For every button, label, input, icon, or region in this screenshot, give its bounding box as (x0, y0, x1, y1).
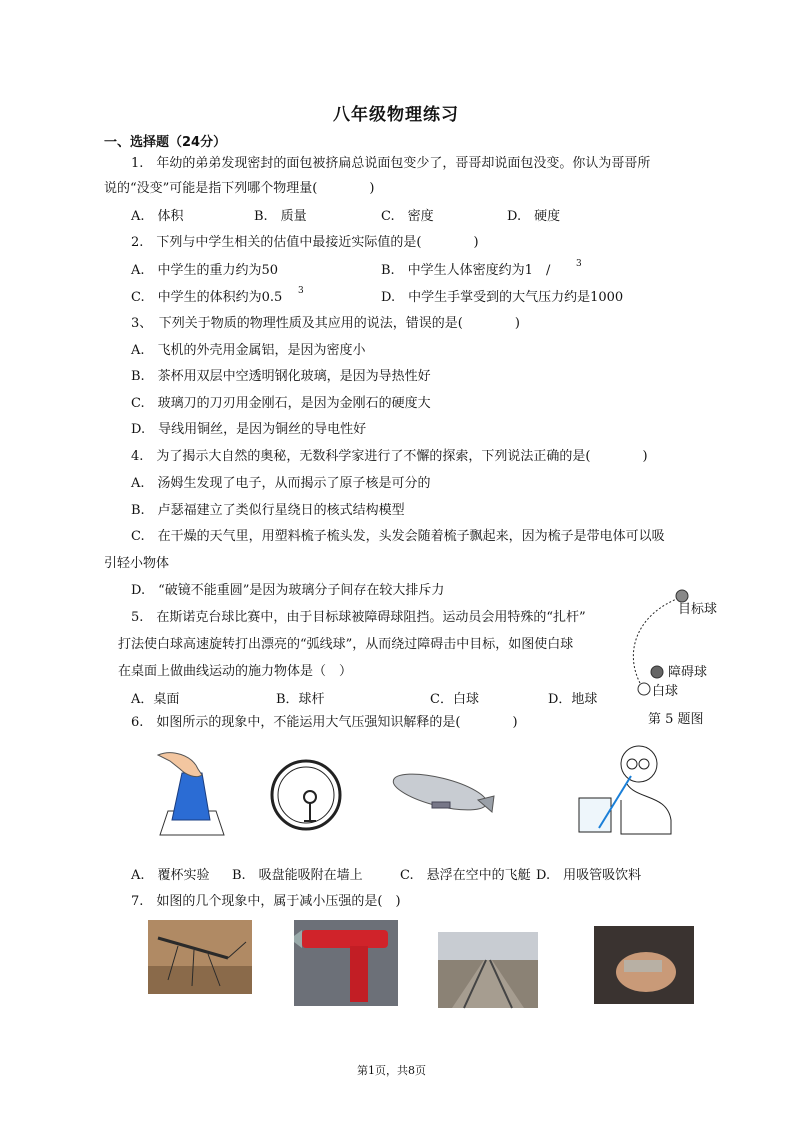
q4-option-c: C. 在干燥的天气里，用塑料梳子梳头发，头发会随着梳子飘起来，因为梳子是带电体可以吸 (131, 529, 665, 544)
q2-stem: 2. 下列与中学生相关的估值中最接近实际值的是( ) (131, 235, 479, 250)
q6-option-d: D. 用吸管吸饮料 (536, 868, 642, 883)
q2-option-b-superscript: 3 (576, 259, 582, 269)
q2-option-c: C. 中学生的体积约为0.5 (131, 290, 283, 305)
page-footer: 第1页，共8页 (357, 1064, 426, 1077)
q3-option-a: A. 飞机的外壳用金属铝，是因为密度小 (131, 343, 366, 358)
q6-option-c: C. 悬浮在空中的飞艇 (400, 868, 531, 883)
q4-option-c-continued: 引轻小物体 (104, 556, 170, 571)
q5-line3: 在桌面上做曲线运动的施力物体是（ ） (118, 664, 353, 679)
safety-hammer-photo-icon (294, 920, 398, 1006)
q5-option-a: A．桌面 (131, 692, 180, 707)
q3-option-b: B. 茶杯用双层中空透明钢化玻璃，是因为导热性好 (131, 369, 431, 384)
q3-option-c: C. 玻璃刀的刀刃用金刚石，是因为金刚石的硬度大 (131, 396, 431, 411)
q2-option-c-superscript: 3 (298, 286, 304, 296)
q4-option-a: A. 汤姆生发现了电子，从而揭示了原子核是可分的 (131, 476, 431, 491)
q4-option-b: B. 卢瑟福建立了类似行星绕日的核式结构模型 (131, 503, 405, 518)
q5-line1: 5. 在斯诺克台球比赛中，由于目标球被障碍球阻挡。运动员会用特殊的“扎杆” (131, 610, 586, 625)
q5-option-b: B．球杆 (276, 692, 325, 707)
straw-drinking-icon (577, 740, 687, 840)
q5-line2: 打法使白球高速旋转打出漂亮的“弧线球”，从而绕过障碍击中目标，如图使白球 (118, 637, 574, 652)
q5-option-c: C．白球 (430, 692, 479, 707)
q4-option-d: D. “破镜不能重圆”是因为玻璃分子间存在较大排斥力 (131, 583, 445, 598)
q4-stem: 4. 为了揭示大自然的奥秘，无数科学家进行了不懈的探索，下列说法正确的是( ) (131, 449, 648, 464)
q3-stem: 3、 下列关于物质的物理性质及其应用的说法，错误的是( ) (131, 316, 520, 331)
q5-option-d: D．地球 (548, 692, 598, 707)
suction-cup-icon (270, 755, 350, 855)
target-ball-label: 目标球 (678, 602, 718, 617)
section-heading: 一、选择题（24分） (104, 135, 227, 150)
airship-icon (388, 760, 498, 830)
q1-line1: 1. 年幼的弟弟发现密封的面包被挤扁总说面包变少了，哥哥却说面包没变。你认为哥哥所 (131, 156, 651, 171)
q2-option-a: A. 中学生的重力约为50 (131, 263, 279, 278)
q3-option-d: D. 导线用铜丝，是因为铜丝的导电性好 (131, 422, 367, 437)
q2-option-b: B. 中学生人体密度约为1 / (381, 263, 551, 278)
q2-option-d: D. 中学生手掌受到的大气压力约是1000 (381, 290, 624, 305)
white-ball-icon (638, 683, 650, 695)
cup-experiment-icon (152, 745, 252, 845)
target-ball-icon (676, 590, 688, 602)
obstacle-ball-label: 障碍球 (668, 665, 708, 680)
mosquito-photo-icon (148, 920, 252, 994)
q1-option-b: B. 质量 (254, 209, 307, 224)
white-ball-label: 白球 (652, 684, 679, 699)
q6-stem: 6. 如图所示的现象中，不能运用大气压强知识解释的是( ) (131, 715, 518, 730)
figure-caption: 第 5 题图 (648, 712, 704, 727)
page-title: 八年级物理练习 (333, 105, 459, 125)
q1-option-a: A. 体积 (131, 209, 184, 224)
q1-option-d: D. 硬度 (507, 209, 561, 224)
railway-photo-icon (438, 932, 538, 1008)
q6-option-b: B. 吸盘能吸附在墙上 (232, 868, 363, 883)
q1-line2: 说的“没变”可能是指下列哪个物理量( ) (104, 181, 375, 196)
tool-photo-icon (594, 926, 694, 1004)
q7-stem: 7. 如图的几个现象中，属于减小压强的是( ) (131, 894, 401, 909)
q1-option-c: C. 密度 (381, 209, 434, 224)
q6-option-a: A. 覆杯实验 (131, 868, 210, 883)
obstacle-ball-icon (651, 666, 663, 678)
